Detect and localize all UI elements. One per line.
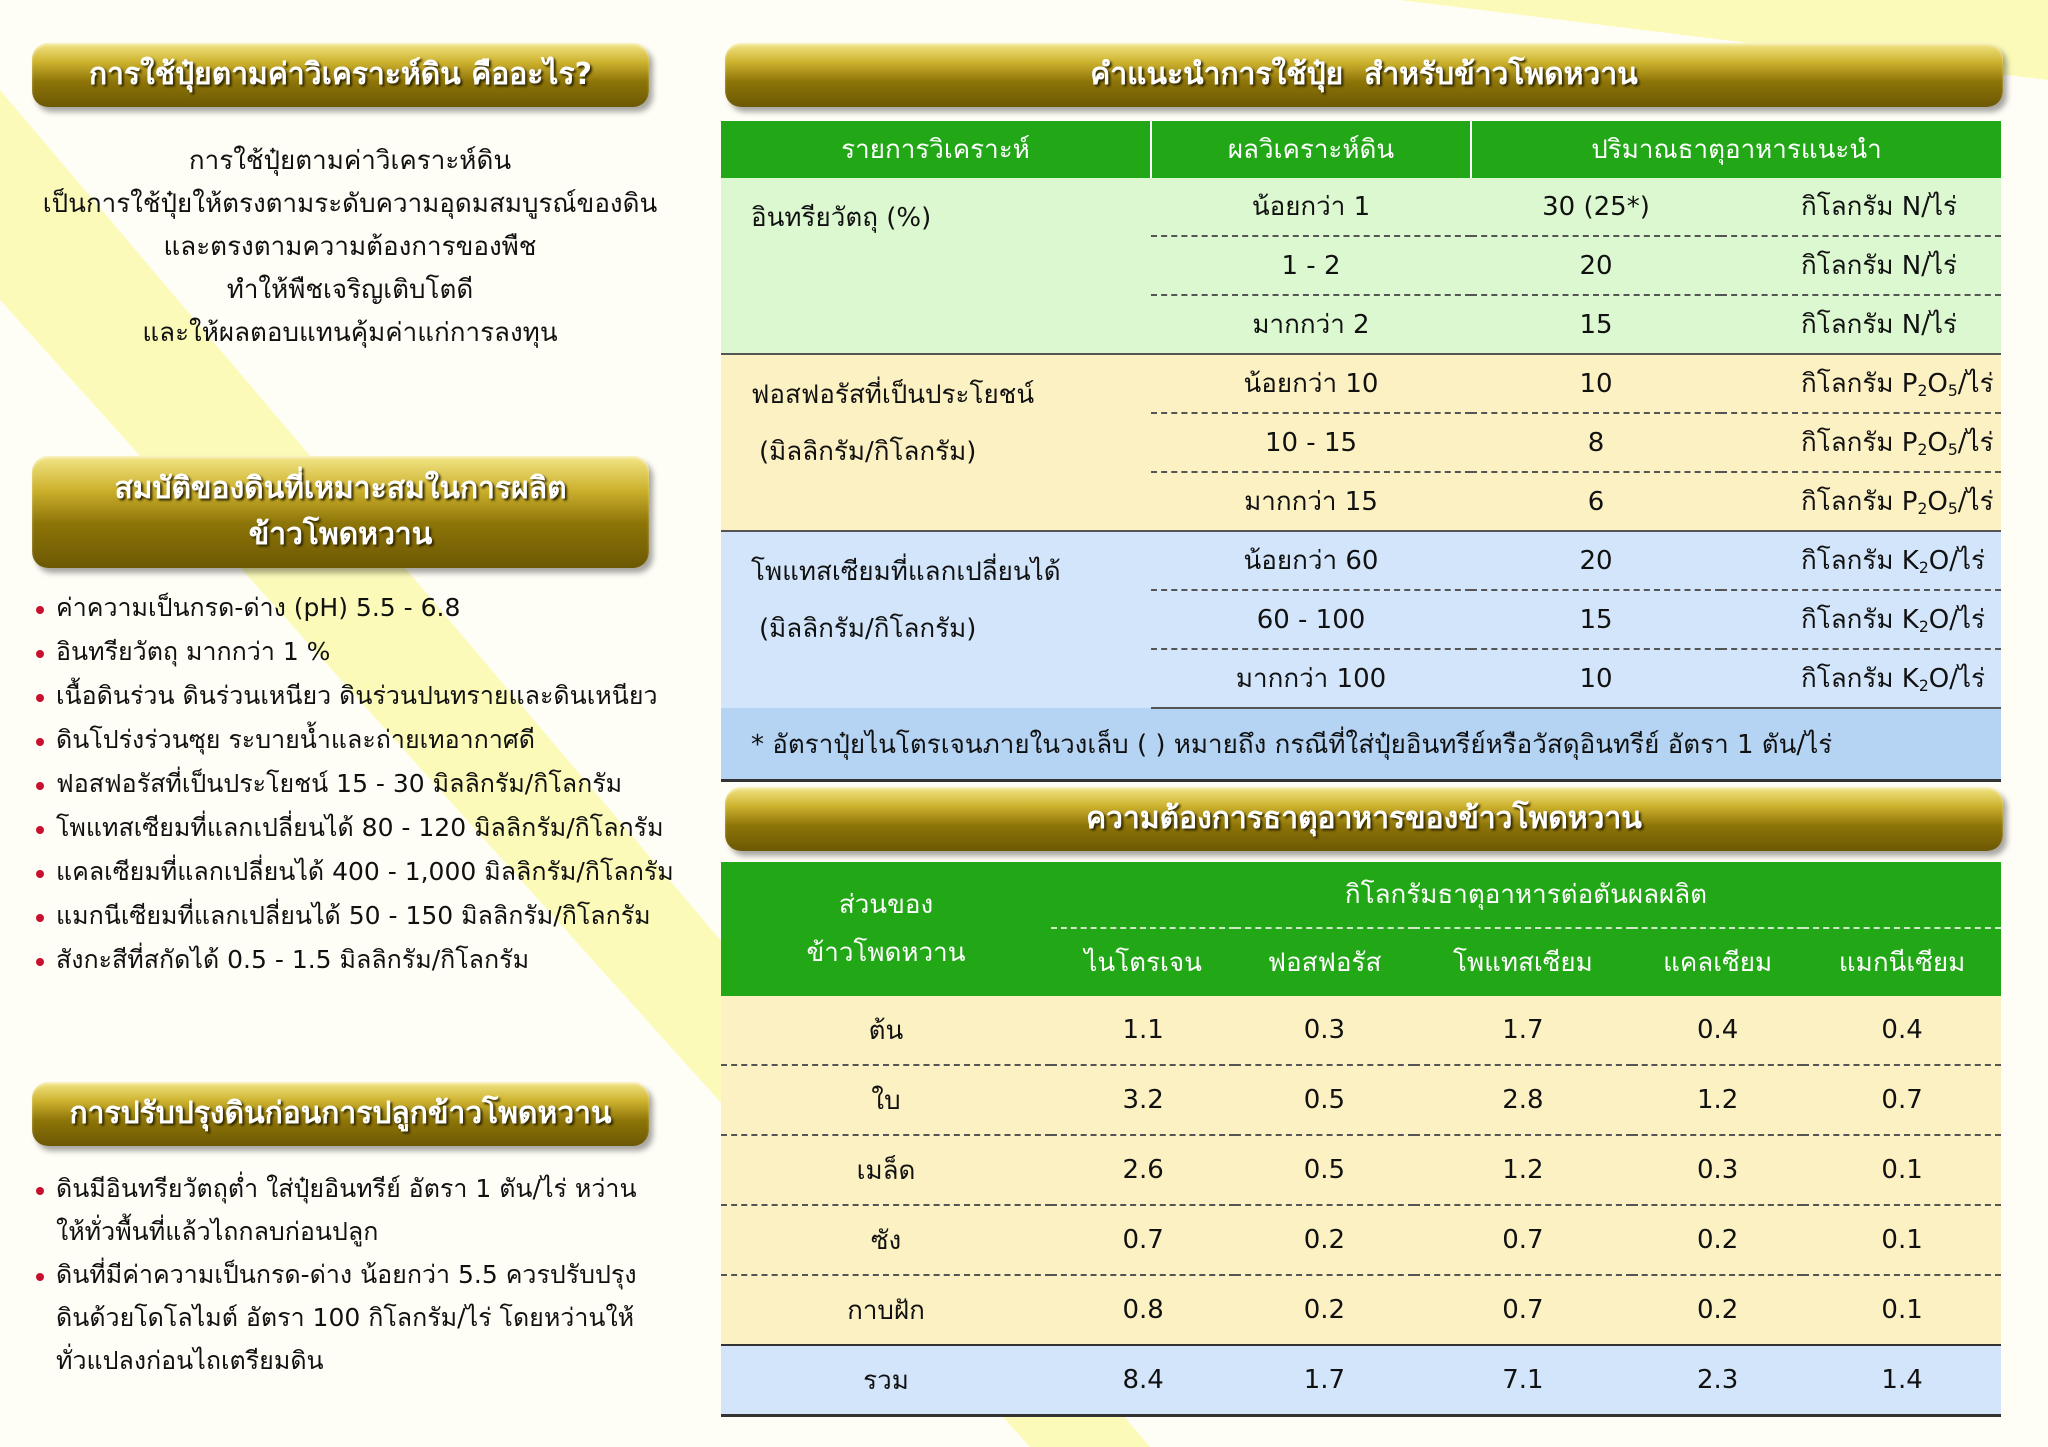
unit-text: กิโลกรัม P (1801, 487, 1918, 517)
table-row (721, 354, 2001, 413)
column-header-part (721, 862, 1051, 996)
section-title-line: ข้าวโพดหวาน (248, 517, 433, 552)
unit (1721, 472, 2001, 531)
table-cell: 1.4 (1803, 1345, 2001, 1416)
unit-text: กิโลกรัม P (1801, 428, 1918, 458)
unit-text: O/ไร่ (1928, 546, 1985, 576)
table-cell: 1.1 (1051, 996, 1235, 1065)
soil-result: 1 - 2 (1151, 236, 1471, 295)
section-title: คำแนะนำการใช้ปุ๋ย สำหรับข้าวโพดหวาน (1090, 57, 1638, 92)
section-banner-fertilizer-recommendation (725, 43, 2003, 107)
section-banner-what-is (32, 43, 649, 107)
soil-result: มากกว่า 2 (1151, 295, 1471, 354)
column-header: ไนโตรเจน (1051, 928, 1235, 996)
intro-line: และตรงตามความต้องการของพืช (163, 232, 537, 262)
table-cell: 0.1 (1803, 1205, 2001, 1275)
table-cell: 0.4 (1803, 996, 2001, 1065)
unit-text: O (1927, 487, 1948, 517)
table-row-total (721, 1345, 2001, 1416)
analysis-item-label: โพแทสเซียมที่แลกเปลี่ยนได้ (751, 557, 1061, 587)
table-cell: 0.1 (1803, 1275, 2001, 1345)
table-cell: 0.5 (1235, 1065, 1413, 1135)
unit-subscript: 2 (1917, 500, 1928, 518)
unit-text: /ไร่ (1957, 369, 1994, 399)
soil-improvement-list (32, 1167, 647, 1382)
unit (1721, 649, 2001, 708)
table-cell: 2.3 (1632, 1345, 1803, 1416)
unit-subscript: 2 (1917, 382, 1928, 400)
recommended-amount: 6 (1471, 472, 1721, 531)
section-banner-soil-properties (32, 456, 649, 568)
recommended-amount: 20 (1471, 531, 1721, 590)
unit-text: กิโลกรัม P (1801, 369, 1918, 399)
table-cell: 0.7 (1414, 1205, 1633, 1275)
table-cell: 2.6 (1051, 1135, 1235, 1205)
section-title: ความต้องการธาตุอาหารของข้าวโพดหวาน (1086, 801, 1642, 836)
analysis-item-label: อินทรียวัตถุ (%) (751, 203, 932, 233)
unit-text: กิโลกรัม K (1801, 664, 1919, 694)
table-cell: 0.8 (1051, 1275, 1235, 1345)
column-header: ฟอสฟอรัส (1235, 928, 1413, 996)
table-note-row (721, 708, 2001, 781)
unit-subscript: 5 (1947, 500, 1958, 518)
unit-subscript: 5 (1947, 441, 1958, 459)
column-header: แคลเซียม (1632, 928, 1803, 996)
list-item: ฟอสฟอรัสที่เป็นประโยชน์ 15 - 30 มิลลิกรัม/กิโลกรัม (32, 762, 672, 806)
analysis-item (721, 178, 1151, 354)
nutrient-requirement-table (721, 862, 2001, 1417)
table-row (721, 531, 2001, 590)
section-title-line: สมบัติของดินที่เหมาะสมในการผลิต (114, 471, 567, 506)
plant-part: ซัง (721, 1205, 1051, 1275)
table-cell: 0.3 (1632, 1135, 1803, 1205)
section-banner-soil-improvement (32, 1082, 649, 1146)
column-group-header: กิโลกรัมธาตุอาหารต่อตันผลผลิต (1051, 862, 2001, 928)
table-cell: 0.4 (1632, 996, 1803, 1065)
table-cell: 0.7 (1051, 1205, 1235, 1275)
intro-line: และให้ผลตอบแทนคุ้มค่าแก่การลงทุน (142, 318, 558, 348)
list-item: ดินโปร่งร่วนซุย ระบายน้ำและถ่ายเทอากาศดี (32, 718, 672, 762)
recommended-amount: 15 (1471, 295, 1721, 354)
table-row (721, 996, 2001, 1065)
table-row (721, 1065, 2001, 1135)
plant-part: กาบฝัก (721, 1275, 1051, 1345)
table-cell: 0.7 (1803, 1065, 2001, 1135)
list-item: สังกะสีที่สกัดได้ 0.5 - 1.5 มิลลิกรัม/กิโลกรัม (32, 938, 672, 982)
intro-line: ทำให้พืชเจริญเติบโตดี (226, 275, 474, 305)
unit-text: กิโลกรัม K (1801, 546, 1919, 576)
plant-part: ใบ (721, 1065, 1051, 1135)
intro-paragraph (30, 140, 670, 355)
analysis-item (721, 531, 1151, 708)
unit-subscript: 2 (1917, 441, 1928, 459)
recommended-amount: 10 (1471, 354, 1721, 413)
soil-result: มากกว่า 15 (1151, 472, 1471, 531)
list-item: เนื้อดินร่วน ดินร่วนเหนียว ดินร่วนปนทรายและดินเหนียว (32, 674, 672, 718)
column-header: ปริมาณธาตุอาหารแนะนำ (1471, 121, 2001, 178)
unit-subscript: 2 (1918, 559, 1929, 577)
intro-line: เป็นการใช้ปุ๋ยให้ตรงตามระดับความอุดมสมบูรณ์ของดิน (42, 189, 658, 219)
header-line: ข้าวโพดหวาน (806, 938, 966, 968)
table-row (721, 1275, 2001, 1345)
plant-part: รวม (721, 1345, 1051, 1416)
unit-subscript: 2 (1918, 677, 1929, 695)
recommended-amount: 20 (1471, 236, 1721, 295)
table-cell: 1.7 (1235, 1345, 1413, 1416)
list-item: ค่าความเป็นกรด-ด่าง (pH) 5.5 - 6.8 (32, 586, 672, 630)
table-cell: 0.7 (1414, 1275, 1633, 1345)
table-cell: 3.2 (1051, 1065, 1235, 1135)
soil-result: 60 - 100 (1151, 590, 1471, 649)
unit-text: /ไร่ (1957, 428, 1994, 458)
unit: กิโลกรัม N/ไร่ (1721, 236, 2001, 295)
unit (1721, 590, 2001, 649)
table-row (721, 178, 2001, 236)
unit-subscript: 2 (1918, 618, 1929, 636)
soil-result: น้อยกว่า 10 (1151, 354, 1471, 413)
recommended-amount: 30 (25*) (1471, 178, 1721, 236)
unit-text: O/ไร่ (1928, 605, 1985, 635)
table-cell: 0.3 (1235, 996, 1413, 1065)
column-header: รายการวิเคราะห์ (721, 121, 1151, 178)
unit-text: กิโลกรัม K (1801, 605, 1919, 635)
recommended-amount: 10 (1471, 649, 1721, 708)
unit-text: /ไร่ (1957, 487, 1994, 517)
list-item: แคลเซียมที่แลกเปลี่ยนได้ 400 - 1,000 มิลลิกรัม/กิโลกรัม (32, 850, 672, 894)
unit: กิโลกรัม N/ไร่ (1721, 178, 2001, 236)
list-item: ดินที่มีค่าความเป็นกรด-ด่าง น้อยกว่า 5.5 ควรปรับปรุงดินด้วยโดโลไมต์ อัตรา 100 กิโลกรัม/ไร่ โดยหว่านให้ทั่วแปลงก่อนไถเตรียมดิน (32, 1253, 647, 1382)
plant-part: เมล็ด (721, 1135, 1051, 1205)
soil-result: น้อยกว่า 1 (1151, 178, 1471, 236)
table-row (721, 1135, 2001, 1205)
table-row (721, 1205, 2001, 1275)
table-cell: 2.8 (1414, 1065, 1633, 1135)
section-title: การใช้ปุ๋ยตามค่าวิเคราะห์ดิน คืออะไร? (88, 57, 593, 92)
analysis-item (721, 354, 1151, 531)
unit (1721, 354, 2001, 413)
unit-text: O (1927, 428, 1948, 458)
intro-line: การใช้ปุ๋ยตามค่าวิเคราะห์ดิน (188, 146, 512, 176)
recommended-amount: 15 (1471, 590, 1721, 649)
table-cell: 0.2 (1235, 1205, 1413, 1275)
unit: กิโลกรัม N/ไร่ (1721, 295, 2001, 354)
table-cell: 8.4 (1051, 1345, 1235, 1416)
table-cell: 1.2 (1414, 1135, 1633, 1205)
analysis-item-label: ฟอสฟอรัสที่เป็นประโยชน์ (751, 380, 1035, 410)
table-cell: 0.2 (1632, 1205, 1803, 1275)
column-header: แมกนีเซียม (1803, 928, 2001, 996)
table-cell: 1.2 (1632, 1065, 1803, 1135)
list-item: ดินมีอินทรียวัตถุต่ำ ใส่ปุ๋ยอินทรีย์ อัตรา 1 ตัน/ไร่ หว่านให้ทั่วพื้นที่แล้วไถกลบก่อนปลูก (32, 1167, 647, 1253)
unit-subscript: 5 (1947, 382, 1958, 400)
analysis-item-unit: (มิลลิกรัม/กิโลกรัม) (759, 437, 977, 467)
table-cell: 0.5 (1235, 1135, 1413, 1205)
soil-result: น้อยกว่า 60 (1151, 531, 1471, 590)
table-footnote: * อัตราปุ๋ยไนโตรเจนภายในวงเล็บ ( ) หมายถึง กรณีที่ใส่ปุ๋ยอินทรีย์หรือวัสดุอินทรีย์ อัตรา 1 ตัน/ไร่ (721, 708, 2001, 781)
table-cell: 0.2 (1235, 1275, 1413, 1345)
unit-text: O/ไร่ (1928, 664, 1985, 694)
table-cell: 7.1 (1414, 1345, 1633, 1416)
list-item: แมกนีเซียมที่แลกเปลี่ยนได้ 50 - 150 มิลลิกรัม/กิโลกรัม (32, 894, 672, 938)
column-header: โพแทสเซียม (1414, 928, 1633, 996)
list-item: อินทรียวัตถุ มากกว่า 1 % (32, 630, 672, 674)
table-cell: 0.1 (1803, 1135, 2001, 1205)
table-cell: 0.2 (1632, 1275, 1803, 1345)
list-item: โพแทสเซียมที่แลกเปลี่ยนได้ 80 - 120 มิลลิกรัม/กิโลกรัม (32, 806, 672, 850)
section-title: การปรับปรุงดินก่อนการปลูกข้าวโพดหวาน (69, 1096, 612, 1131)
plant-part: ต้น (721, 996, 1051, 1065)
section-banner-nutrient-requirement (725, 787, 2003, 851)
recommended-amount: 8 (1471, 413, 1721, 472)
soil-result: 10 - 15 (1151, 413, 1471, 472)
unit (1721, 413, 2001, 472)
column-header: ผลวิเคราะห์ดิน (1151, 121, 1471, 178)
analysis-item-unit: (มิลลิกรัม/กิโลกรัม) (759, 614, 977, 644)
header-line: ส่วนของ (838, 890, 934, 920)
soil-properties-list (32, 586, 672, 982)
soil-result: มากกว่า 100 (1151, 649, 1471, 708)
unit-text: O (1927, 369, 1948, 399)
table-cell: 1.7 (1414, 996, 1633, 1065)
unit (1721, 531, 2001, 590)
fertilizer-recommendation-table (721, 121, 2001, 782)
